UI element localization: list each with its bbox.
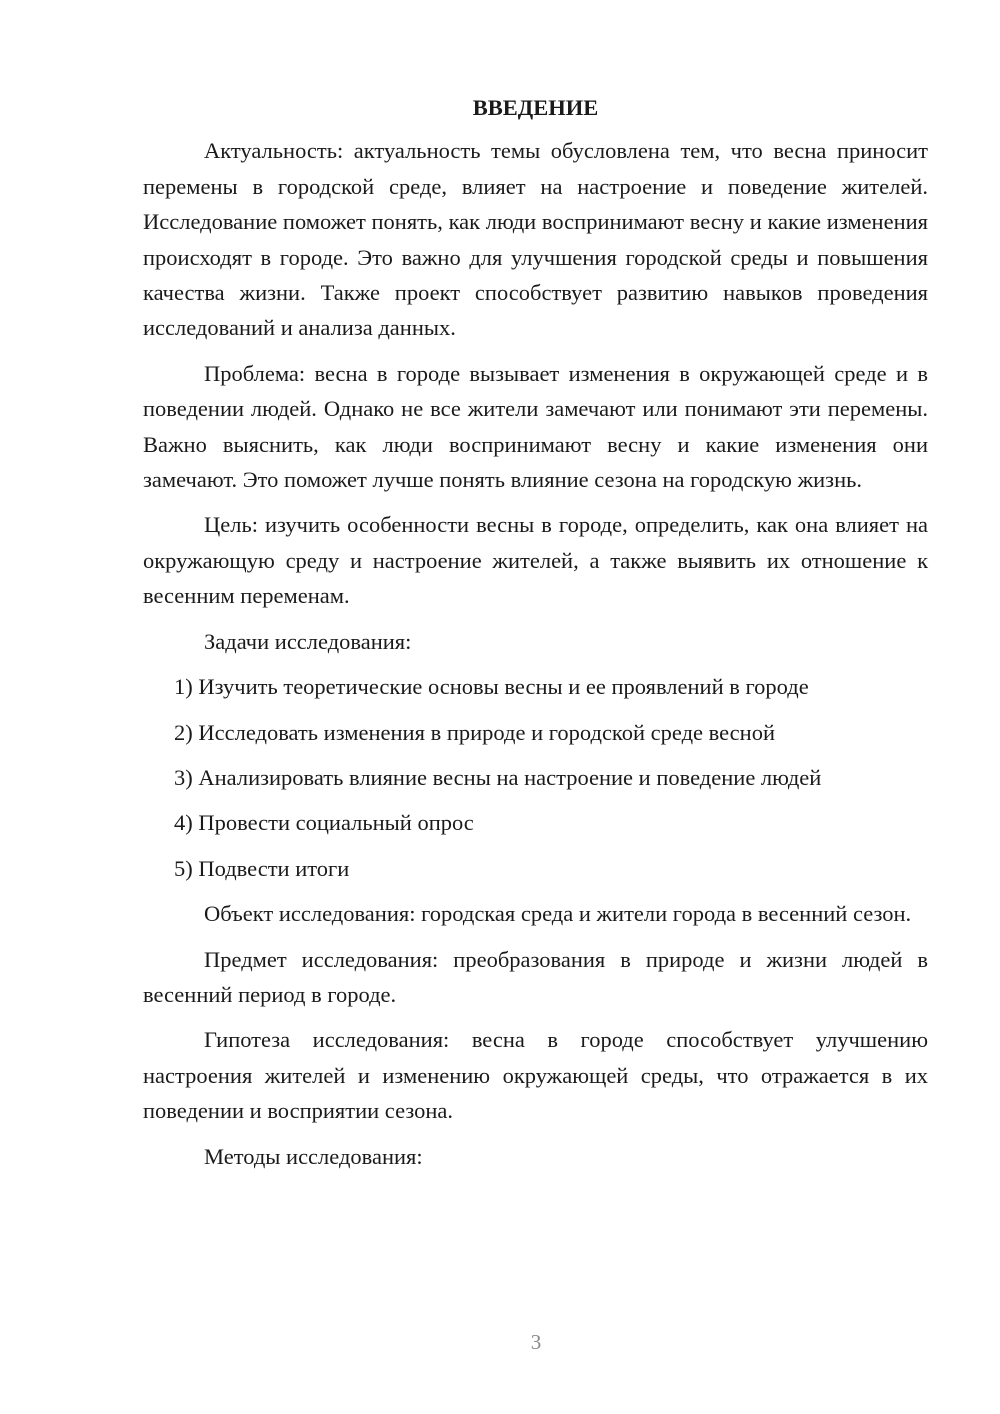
hypothesis-paragraph: Гипотеза исследования: весна в городе способствует улучшению настроения жителей и изменению окружающей среды, что отражается в их поведении и восприятии сезона. bbox=[143, 1027, 928, 1124]
page-content bbox=[143, 90, 928, 1184]
object-paragraph: Объект исследования: городская среда и жители города в весенний сезон. bbox=[204, 901, 912, 927]
problem-paragraph: Проблема: весна в городе вызывает изменения в окружающей среде и в поведении людей. Однако не все жители замечают или понимают эти перемены. Важно выяснить, как люди воспринимают весну и какие изменения они замечают. Это поможет лучше понять влияние сезона на городскую жизнь. bbox=[143, 360, 928, 493]
tasks-title: Задачи исследования: bbox=[204, 628, 412, 654]
relevance-paragraph: Актуальность: актуальность темы обусловлена тем, что весна приносит перемены в городской среде, влияет на настроение и поведение жителей. Исследование поможет понять, как люди воспринимают весну и какие изменения происходят в городе. Это важно для улучшения городской среды и повышения качества жизни. Также проект способствует развитию навыков проведения исследований и анализа данных. bbox=[143, 138, 928, 341]
list-item: 5) Подвести итоги bbox=[174, 855, 350, 881]
tasks-list bbox=[143, 669, 928, 886]
methods-title: Методы исследования: bbox=[204, 1143, 423, 1169]
list-item: 3) Анализировать влияние весны на настроение и поведение людей bbox=[174, 764, 822, 790]
list-item: 2) Исследовать изменения в природе и городской среде весной bbox=[174, 719, 775, 745]
subject-paragraph: Предмет исследования: преобразования в природе и жизни людей в весенний период в городе. bbox=[143, 946, 928, 1007]
list-item: 4) Провести социальный опрос bbox=[174, 810, 474, 836]
list-item: 1) Изучить теоретические основы весны и ее проявлений в городе bbox=[174, 674, 809, 700]
section-heading: ВВЕДЕНИЕ bbox=[472, 95, 599, 120]
page-number: 3 bbox=[530, 1330, 542, 1354]
goal-paragraph: Цель: изучить особенности весны в городе, определить, как она влияет на окружающую среду и настроение жителей, а также выявить их отношение к весенним переменам. bbox=[143, 512, 928, 609]
